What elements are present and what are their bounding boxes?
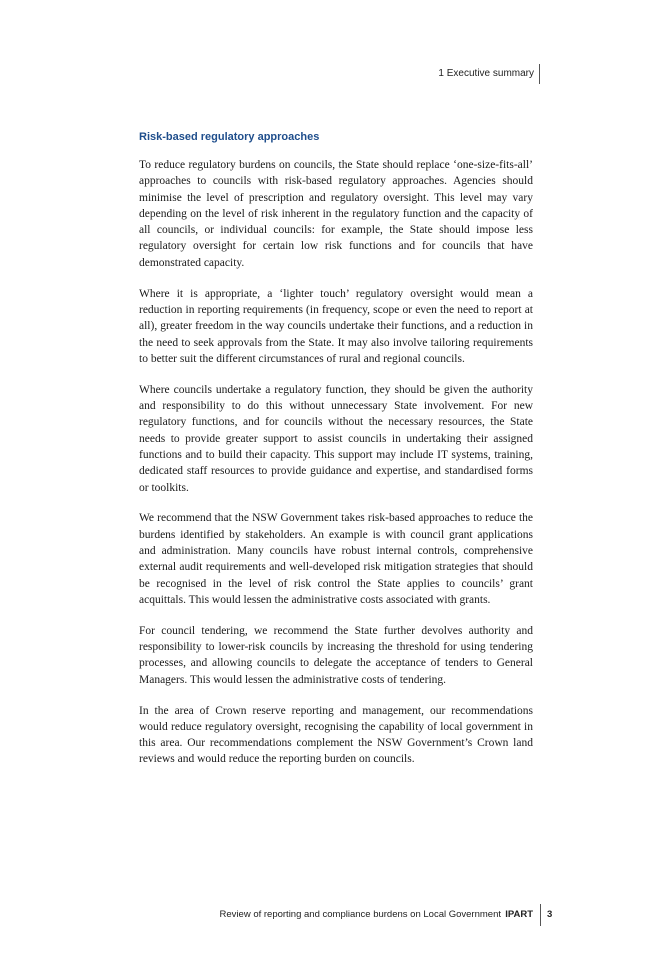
- footer-divider: [540, 904, 541, 926]
- footer-title: Review of reporting and compliance burdens on Local Government: [219, 909, 501, 920]
- running-header: 1 Executive summary: [438, 68, 534, 79]
- footer-org: IPART: [505, 909, 533, 920]
- paragraph: In the area of Crown reserve reporting and management, our recommendations would reduce regulatory oversight, recognising the capability of local government in this area. Our recommendations complement the NSW Government’s Crown land reviews and would reduce the reporting burden on councils.: [139, 704, 533, 766]
- body-text: [139, 157, 533, 782]
- paragraph: For council tendering, we recommend the State further devolves authority and responsibility to lower-risk councils by increasing the threshold for using tendering processes, and allowing councils to delegate the acceptance of tenders to General Managers. This would lessen the administrative costs of tendering.: [139, 624, 533, 686]
- page-footer: [0, 909, 645, 923]
- paragraph: Where councils undertake a regulatory function, they should be given the authority and responsibility to do this without unnecessary State involvement. For new regulatory functions, and for councils without the necessary resources, the State needs to provide greater support to assist councils in undertaking their assigned functions and to build their capacity. This support may include IT systems, training, dedicated staff resources to provide guidance and expertise, and standardised forms or toolkits.: [139, 383, 533, 494]
- header-divider: [539, 64, 540, 84]
- paragraph: We recommend that the NSW Government takes risk-based approaches to reduce the burdens identified by stakeholders. An example is with council grant applications and administration. Many councils have robust internal controls, comprehensive external audit requirements and well-developed risk mitigation strategies that should be recognised in the level of risk control the State applies to councils’ grant acquittals. This would lessen the administrative costs associated with grants.: [139, 512, 533, 606]
- page-number: 3: [547, 909, 553, 920]
- paragraph: To reduce regulatory burdens on councils, the State should replace ‘one-size-fits-all’ approaches to councils with risk-based regulatory approaches. Agencies should minimise the level of prescription and regulatory oversight. This level may vary depending on the level of risk inherent in the regulatory function and the capacity of all councils, or individual councils: for example, the State should impose less regulatory oversight for certain low risk functions and for councils that have demonstrated capacity.: [139, 159, 533, 269]
- paragraph: Where it is appropriate, a ‘lighter touch’ regulatory oversight would mean a reduction in reporting requirements (in frequency, scope or even the need to report at all), greater freedom in the way councils undertake their functions, and a reduction in the need to seek approvals from the State. It may also involve tailoring requirements to better suit the different circumstances of rural and regional councils.: [139, 287, 533, 365]
- section-heading: Risk-based regulatory approaches: [139, 131, 320, 143]
